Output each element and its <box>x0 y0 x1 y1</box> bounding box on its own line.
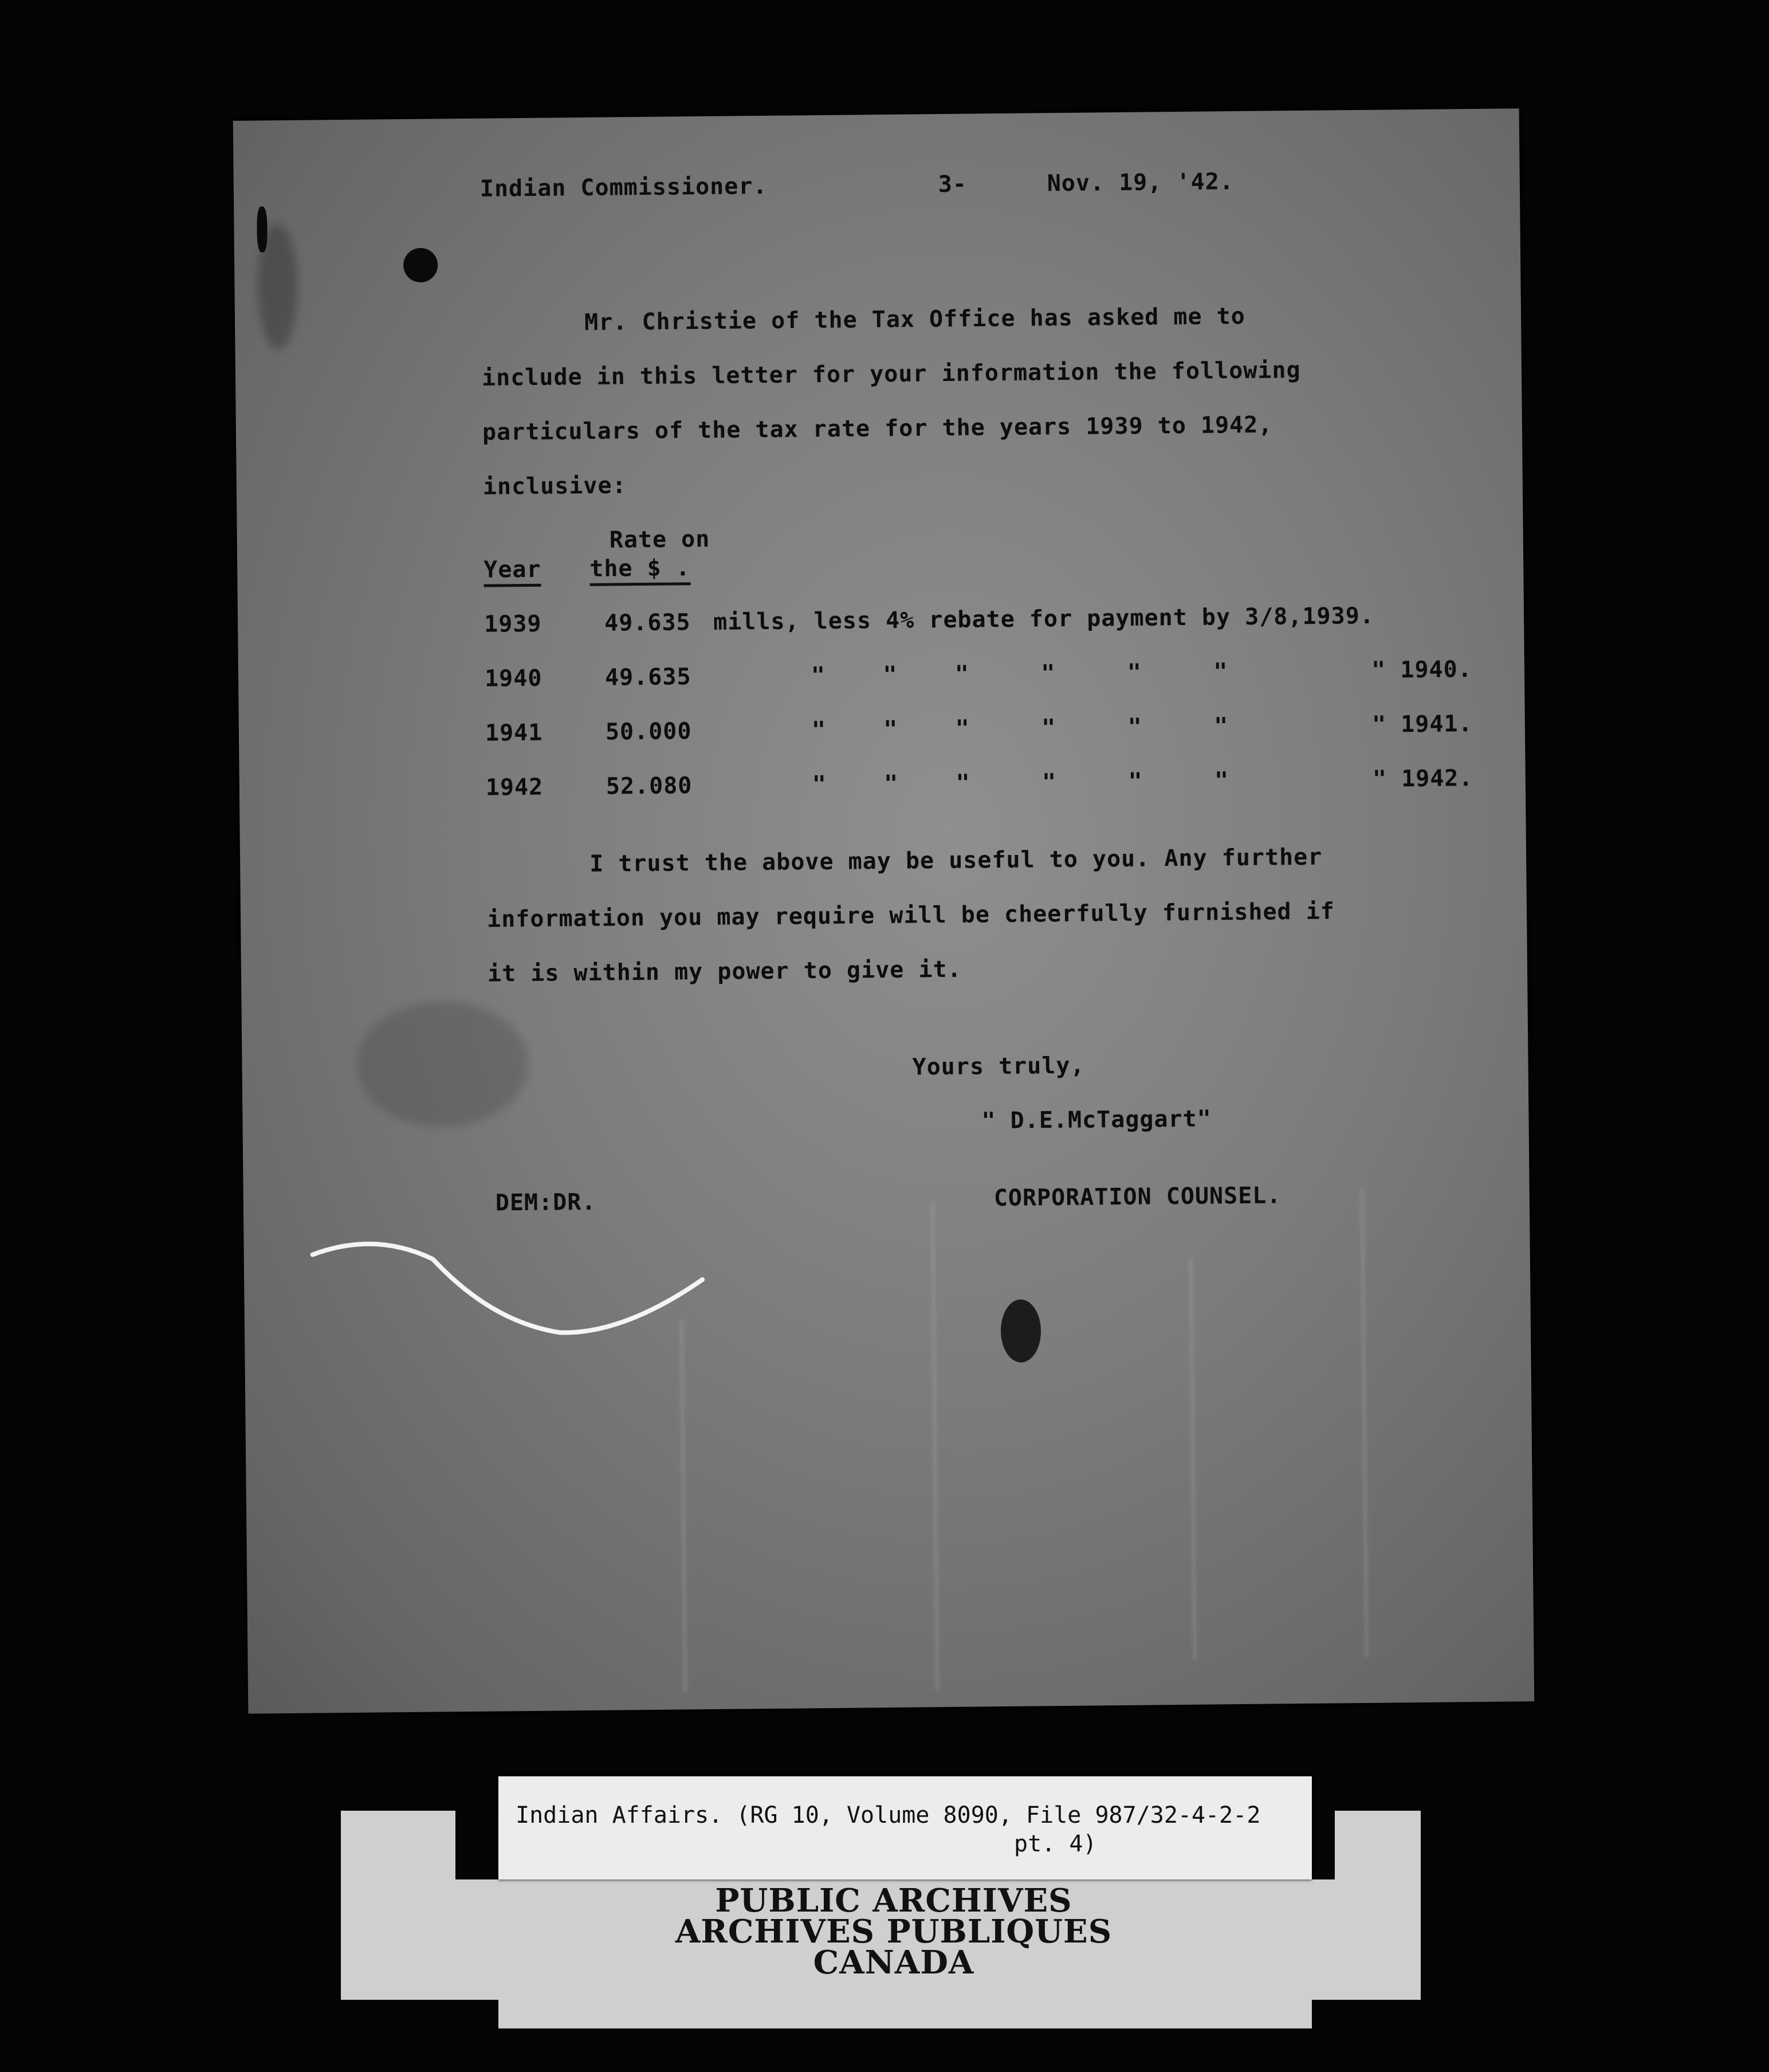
table-row-text: " " " " " " " 1941. <box>811 711 1473 744</box>
table-row-text: " " " " " " " 1942. <box>812 765 1473 798</box>
paragraph2-line3: it is within my power to give it. <box>487 956 962 987</box>
table-row-rate: 50.000 <box>605 718 692 745</box>
table-row-year: 1940 <box>484 665 543 692</box>
card-tab-gap <box>1312 1811 1335 1879</box>
paragraph2-line2: information you may require will be cheerfully furnished if <box>486 898 1335 933</box>
closing: Yours truly, <box>912 1052 1085 1081</box>
table-row-rate: 52.080 <box>606 772 693 800</box>
signer-title: CORPORATION COUNSEL. <box>993 1182 1281 1212</box>
archive-reference-line2: pt. 4) <box>1014 1831 1097 1857</box>
table-row-year: 1939 <box>483 610 542 638</box>
paragraph1-line3: particulars of the tax rate for the years 1939 to 1942, <box>482 411 1273 446</box>
paragraph1-line1: Mr. Christie of the Tax Office has asked me to <box>584 303 1246 336</box>
table-row-year: 1942 <box>485 774 544 801</box>
card-tab-gap <box>455 1811 501 1879</box>
table-row-year: 1941 <box>485 719 543 747</box>
year-header: Year <box>483 556 541 587</box>
reference-initials: DEM:DR. <box>495 1188 596 1216</box>
rate-header-line1: Rate on <box>609 525 710 554</box>
archive-stamp-card-extension <box>498 2000 1312 2028</box>
table-row-text: mills, less 4% rebate for payment by 3/8,1939. <box>713 602 1375 635</box>
rate-header-line2: the $ . <box>589 555 690 586</box>
paragraph1-line4: inclusive: <box>482 472 627 500</box>
paragraph2-line1: I trust the above may be useful to you. Any further <box>589 843 1323 877</box>
archive-stamp-line1: PUBLIC ARCHIVES <box>715 1882 1072 1920</box>
paragraph1-line2: include in this letter for your information the following <box>481 356 1301 391</box>
table-row-text: " " " " " " " 1940. <box>811 656 1472 689</box>
page-number: 3- <box>938 171 968 198</box>
table-row-rate: 49.635 <box>604 609 691 637</box>
letter-addressee: Indian Commissioner. <box>479 172 768 202</box>
archive-stamp-line3: CANADA <box>813 1944 974 1981</box>
archive-reference-line1: Indian Affairs. (RG 10, Volume 8090, File 987/32-4-2-2 <box>516 1802 1261 1828</box>
archive-stamp-line2: ARCHIVES PUBLIQUES <box>675 1913 1112 1951</box>
letter-date: Nov. 19, '42. <box>1047 168 1235 197</box>
signature: " D.E.McTaggart" <box>981 1105 1212 1135</box>
table-row-rate: 49.635 <box>604 664 691 691</box>
